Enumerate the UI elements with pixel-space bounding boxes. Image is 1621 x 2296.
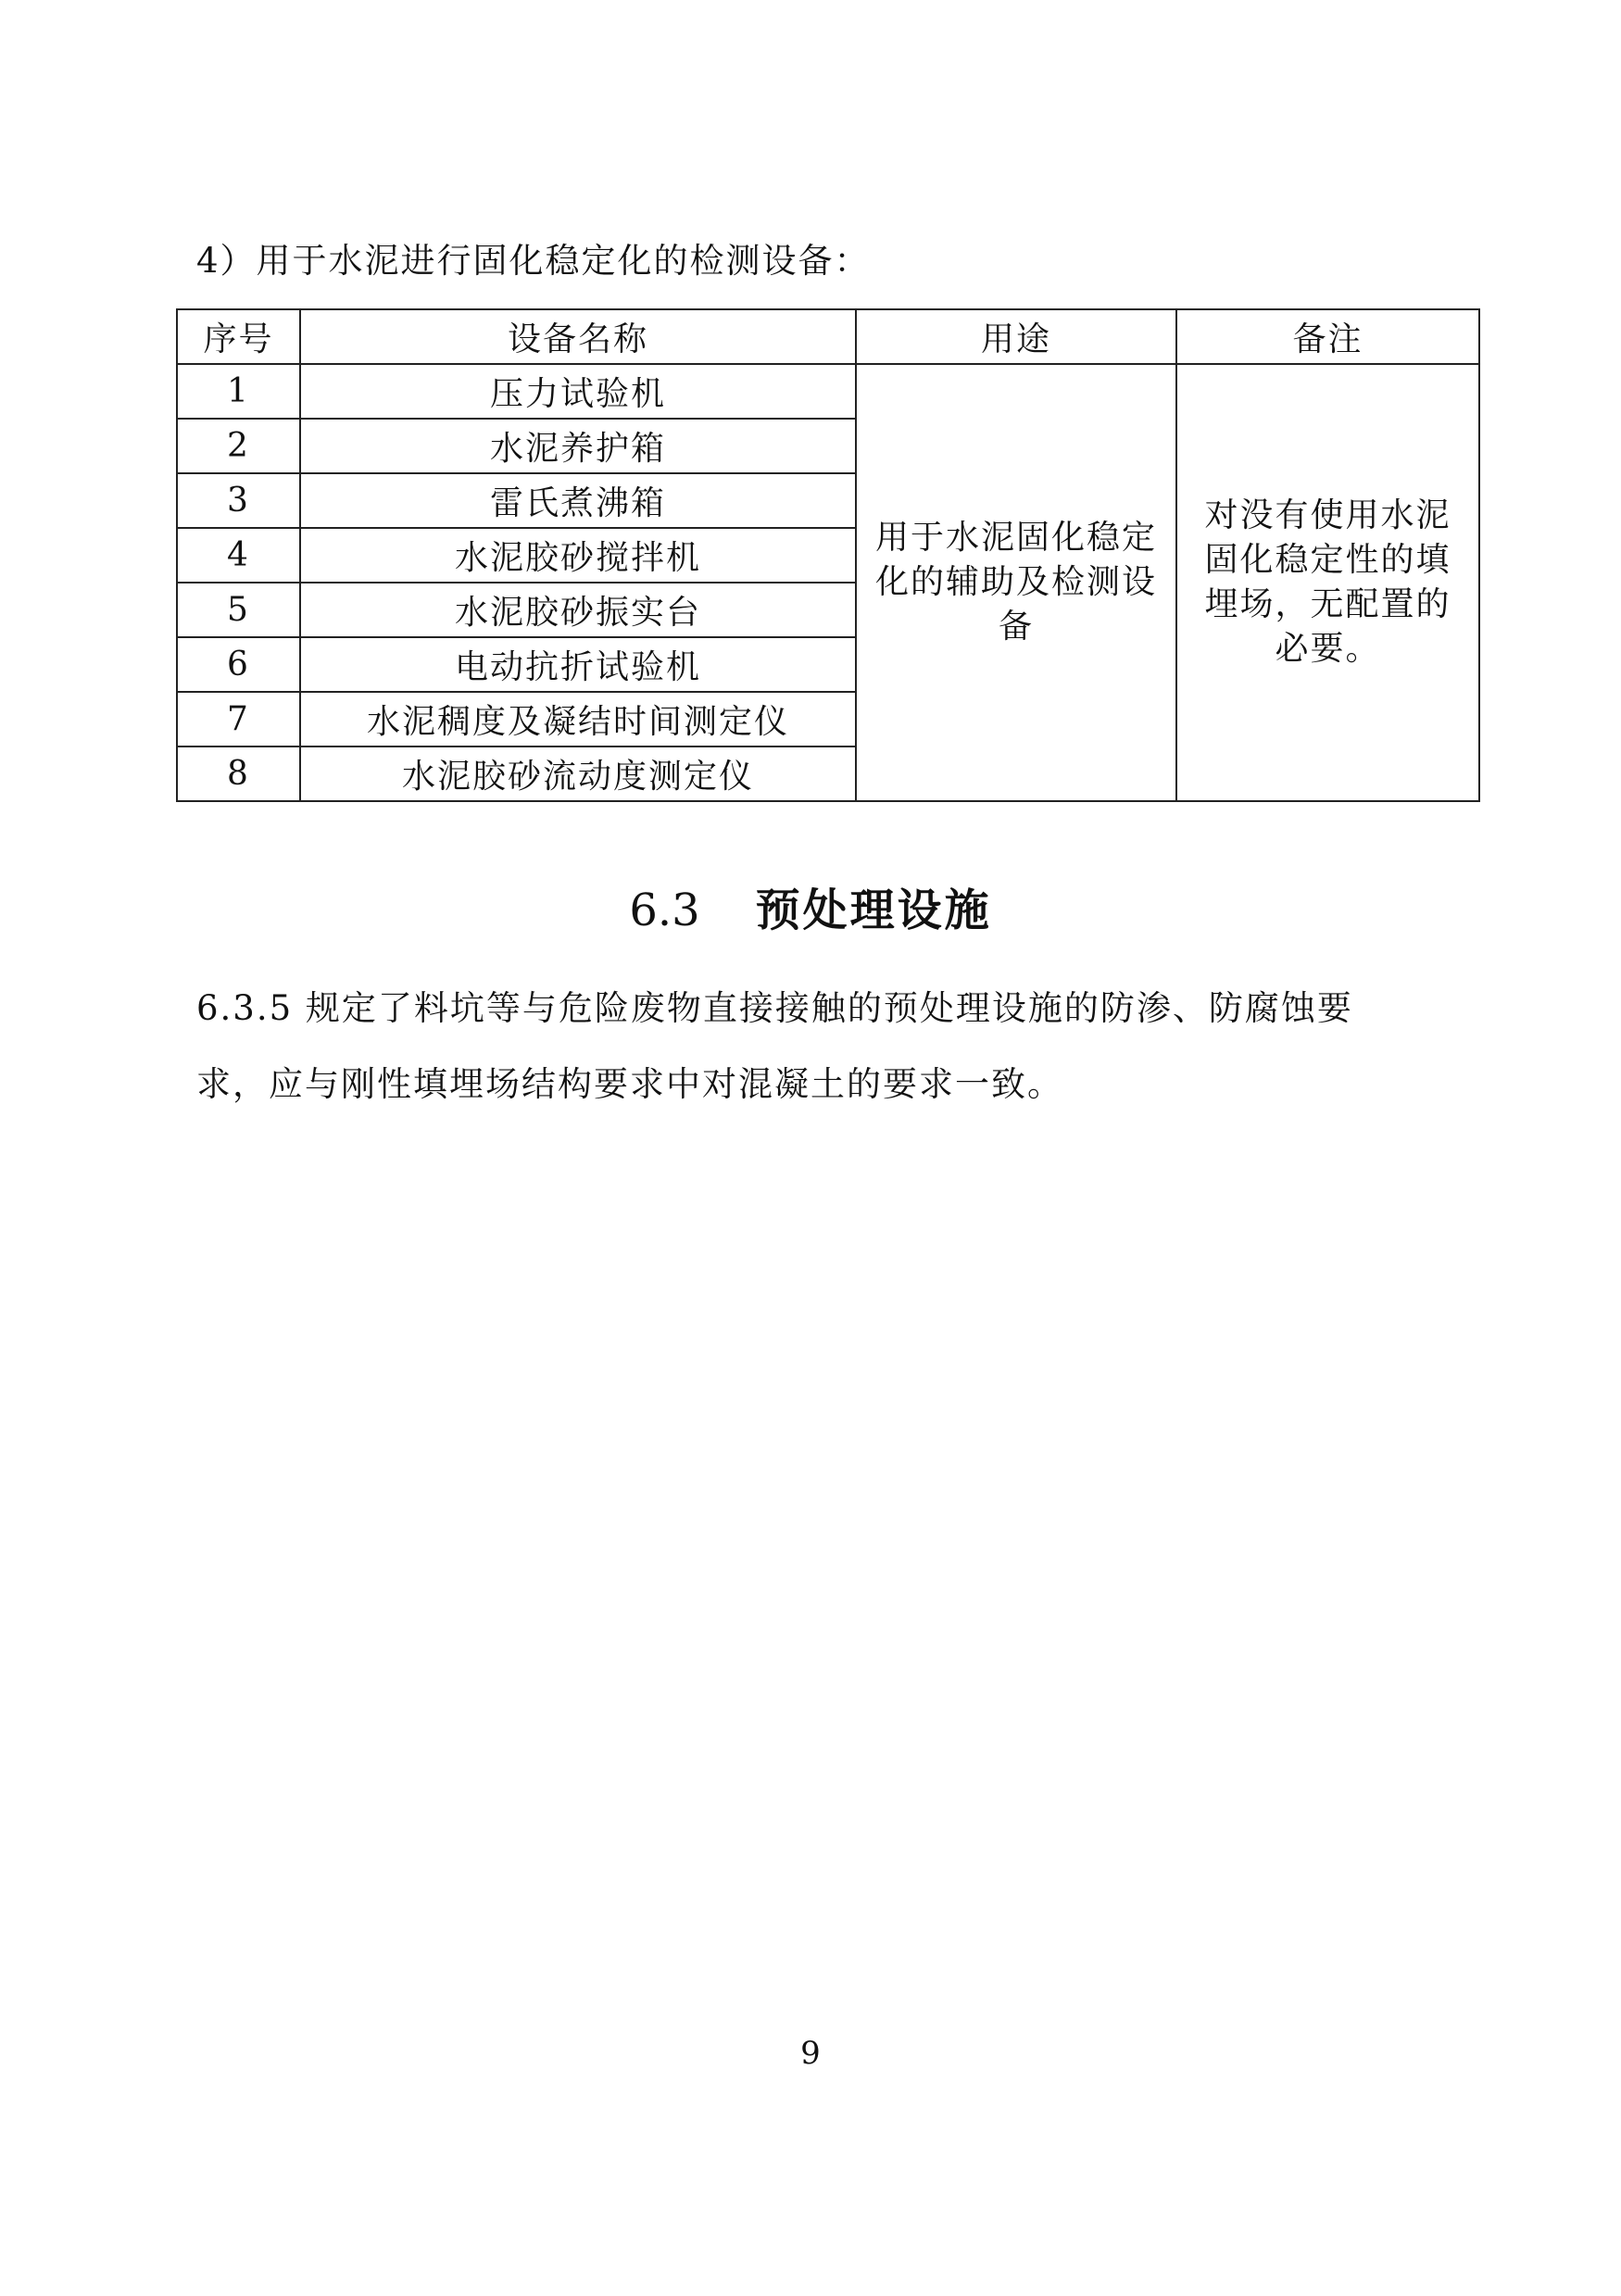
row-index: 8	[177, 747, 300, 801]
section-number: 6.3	[629, 885, 700, 936]
table-intro-text: 4）用于水泥进行固化稳定化的检测设备：	[196, 241, 871, 281]
table-row	[177, 364, 1479, 419]
paragraph-line: 求，应与刚性填埋场结构要求中对混凝土的要求一致。	[196, 1064, 1063, 1104]
row-equipment-name: 水泥稠度及凝结时间测定仪	[300, 692, 856, 747]
section-heading	[0, 878, 1621, 943]
remark-cell: 对没有使用水泥固化稳定性的填埋场，无配置的必要。	[1176, 364, 1479, 801]
row-equipment-name: 雷氏煮沸箱	[300, 473, 856, 528]
section-title: 预处理设施	[755, 885, 992, 936]
purpose-cell: 用于水泥固化稳定化的辅助及检测设备	[856, 364, 1176, 801]
equipment-table	[176, 308, 1480, 802]
page-number: 9	[800, 2035, 821, 2072]
header-remark: 备注	[1176, 309, 1479, 364]
header-index: 序号	[177, 309, 300, 364]
row-equipment-name: 电动抗折试验机	[300, 637, 856, 692]
header-equipment-name: 设备名称	[300, 309, 856, 364]
row-equipment-name: 水泥胶砂搅拌机	[300, 528, 856, 583]
row-equipment-name: 压力试验机	[300, 364, 856, 419]
row-index: 7	[177, 692, 300, 747]
table-header-row	[177, 309, 1479, 364]
row-equipment-name: 水泥养护箱	[300, 419, 856, 473]
row-equipment-name: 水泥胶砂振实台	[300, 583, 856, 637]
header-purpose: 用途	[856, 309, 1176, 364]
row-index: 4	[177, 528, 300, 583]
row-index: 1	[177, 364, 300, 419]
paragraph-line: 6.3.5 规定了料坑等与危险废物直接接触的预处理设施的防渗、防腐蚀要	[196, 988, 1353, 1028]
row-index: 3	[177, 473, 300, 528]
row-index: 6	[177, 637, 300, 692]
row-equipment-name: 水泥胶砂流动度测定仪	[300, 747, 856, 801]
row-index: 2	[177, 419, 300, 473]
row-index: 5	[177, 583, 300, 637]
body-paragraph	[196, 971, 1467, 1123]
